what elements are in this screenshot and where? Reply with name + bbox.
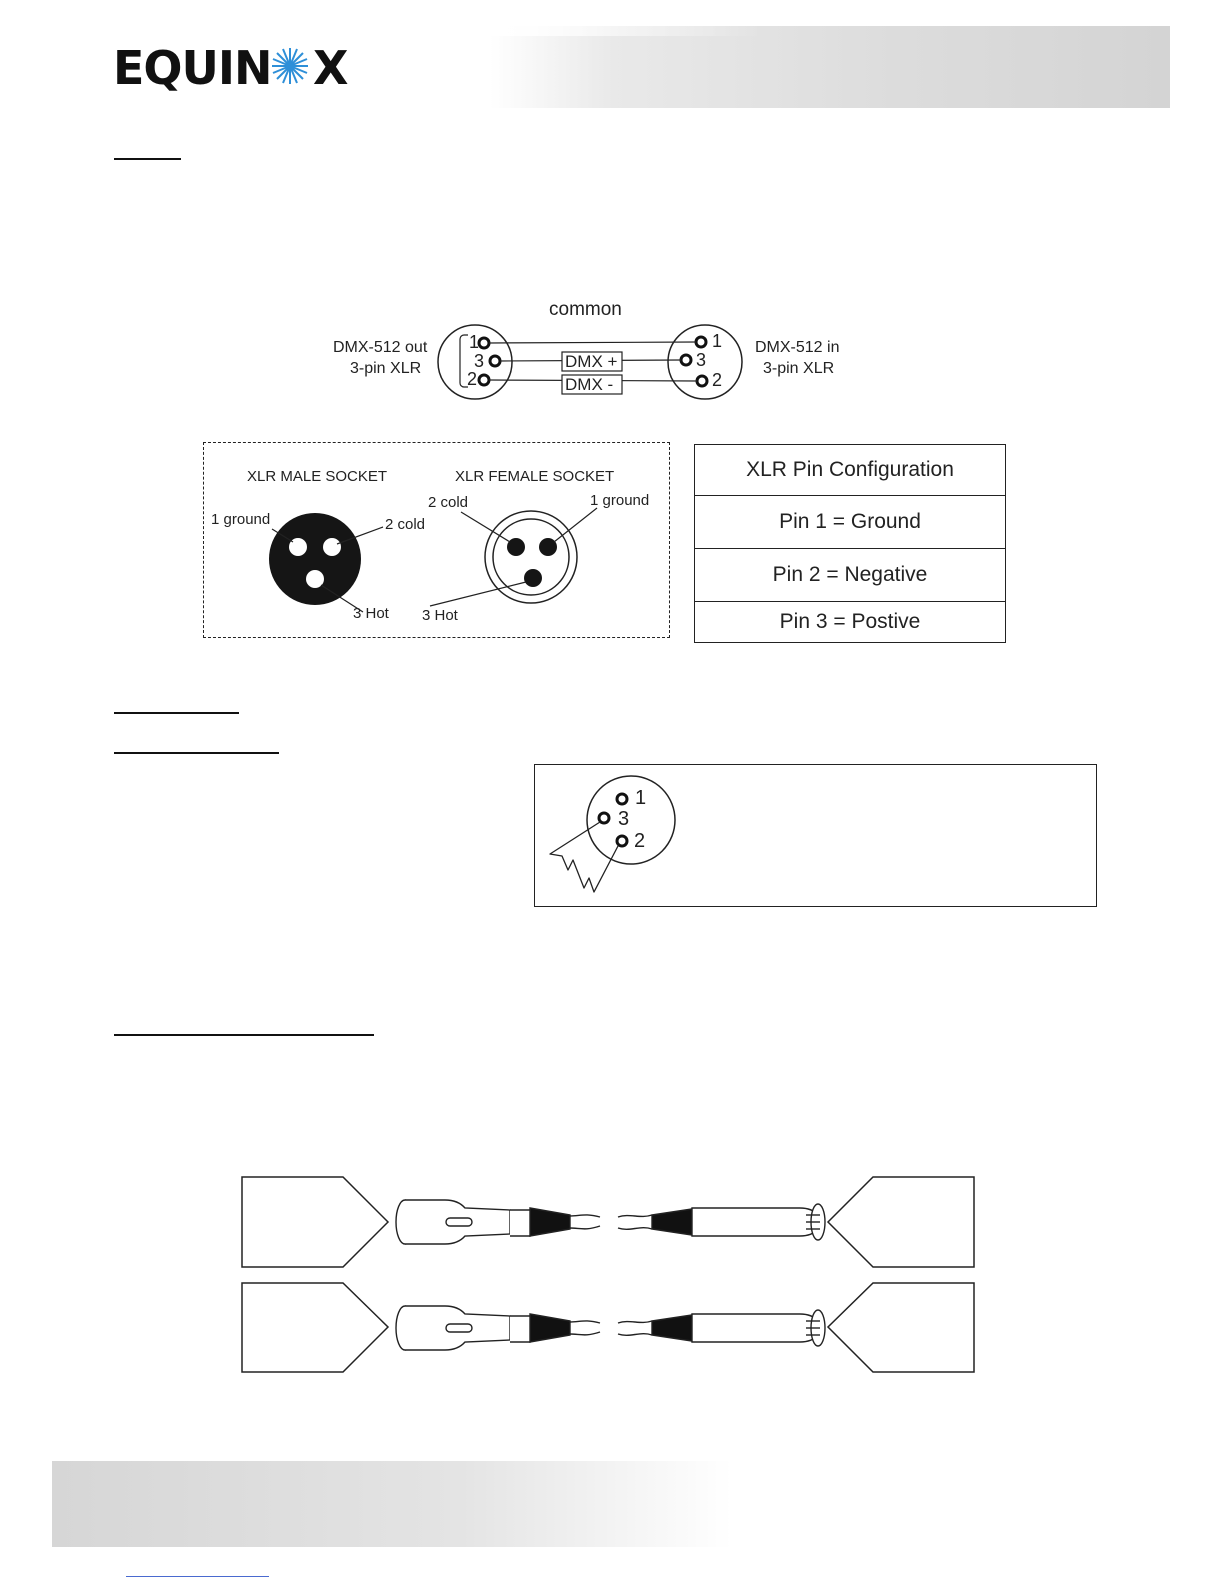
dmx-out-label: DMX-512 out <box>333 339 428 356</box>
female-hot-label: 3 Hot <box>422 607 458 624</box>
in-pin-1-label: 1 <box>712 331 723 351</box>
footer-band <box>52 1461 732 1547</box>
pin-config-row: Pin 3 = Postive <box>779 610 921 633</box>
male-hot-label: 3 Hot <box>353 605 389 622</box>
section-heading-rule-2 <box>114 712 239 714</box>
terminator-pin-1: 1 <box>635 787 647 809</box>
dmx-in-label: DMX-512 in <box>755 339 840 356</box>
common-label: common <box>549 299 622 320</box>
female-ground-label: 1 ground <box>590 492 650 509</box>
dmx-minus-label: DMX - <box>565 375 614 394</box>
equinox-logo <box>113 40 353 92</box>
out-pin-1-label: 1 <box>469 332 480 352</box>
pin-config-header: XLR Pin Configuration <box>695 445 1005 496</box>
footer-link-underline <box>126 1576 269 1577</box>
dmx-out-xlr-label: 3-pin XLR <box>350 360 422 377</box>
dmx-in-xlr-label: 3-pin XLR <box>763 360 835 377</box>
terminator-drawing <box>540 770 690 900</box>
section-heading-rule-1 <box>114 158 181 160</box>
header-band <box>490 26 1170 108</box>
pin-config-row: Pin 2 = Negative <box>695 549 1005 602</box>
female-socket-title: XLR FEMALE SOCKET <box>455 468 615 485</box>
terminator-pin-2: 2 <box>634 830 646 852</box>
pin-config-row: Pin 1 = Ground <box>695 496 1005 549</box>
out-pin-2-label: 2 <box>467 369 478 389</box>
section-heading-rule-3 <box>114 752 279 754</box>
svg-text:X: X <box>313 41 349 92</box>
svg-text:EQUIN: EQUIN <box>113 41 272 92</box>
section-heading-rule-4 <box>114 1034 374 1036</box>
dmx-plus-label: DMX + <box>565 352 618 371</box>
star-icon <box>272 48 308 84</box>
out-pin-3-label: 3 <box>474 351 485 371</box>
female-cold-label: 2 cold <box>428 494 469 511</box>
adaptor-cable-drawing <box>240 1175 980 1377</box>
pin-config-table <box>694 444 1006 643</box>
in-pin-2-label: 2 <box>712 370 723 390</box>
male-ground-label: 1 ground <box>211 511 271 528</box>
male-socket-title: XLR MALE SOCKET <box>247 468 388 485</box>
male-cold-label: 2 cold <box>385 516 426 533</box>
terminator-pin-3: 3 <box>618 808 630 830</box>
in-pin-3-label: 3 <box>696 350 707 370</box>
